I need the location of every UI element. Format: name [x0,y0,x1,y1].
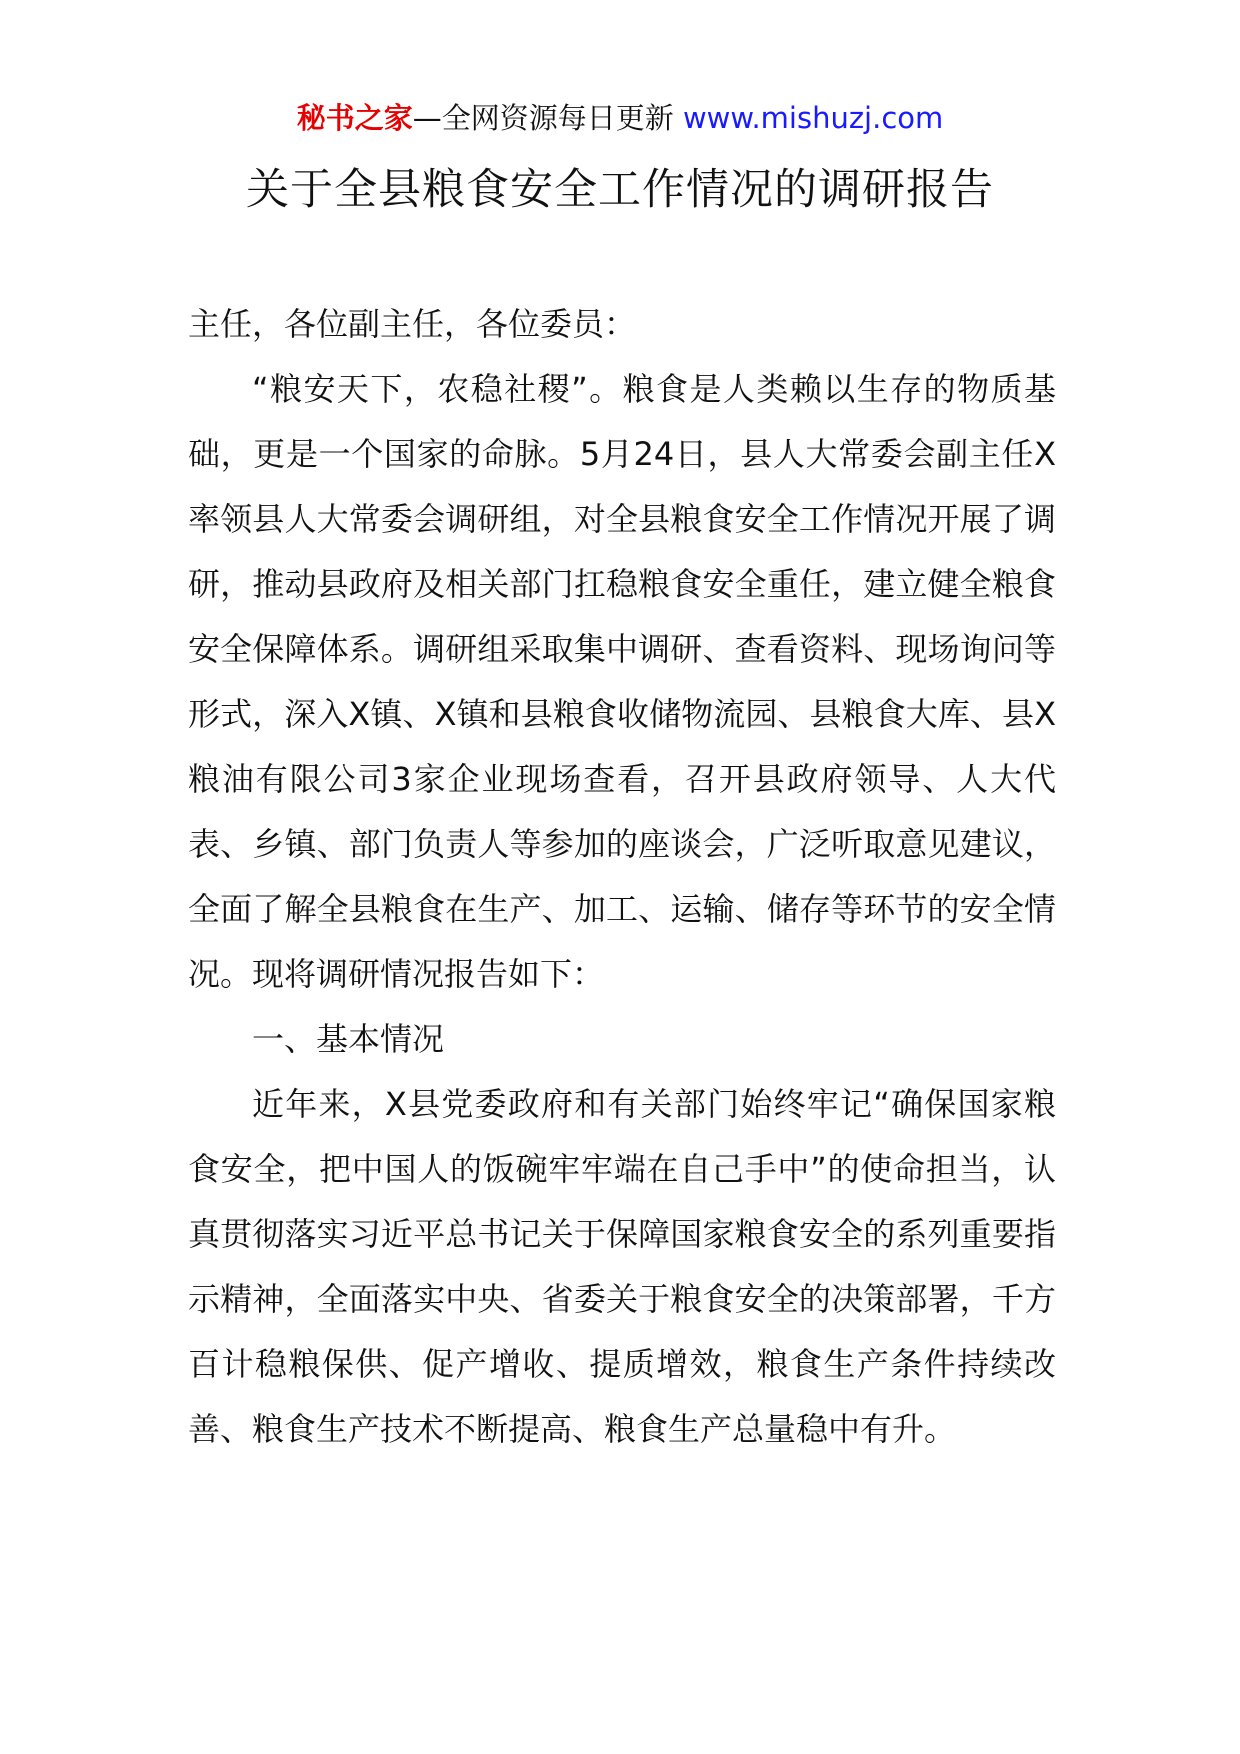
salutation: 主任，各位副主任，各位委员： [188,305,637,343]
site-header [0,98,1240,138]
document-body [188,292,1056,1462]
intro-paragraph: “粮安天下，农稳社稷”。粮食是人类赖以生存的物质基础，更是一个国家的命脉。5月24日，县人大常委会副主任X率领县人大常委会调研组，对全县粮食安全工作情况开展了调研，推动县政府及相关部门扛稳粮食安全重任，建立健全粮食安全保障体系。调研组采取集中调研、查看资料、现场询问等形式，深入X镇、X镇和县粮食收储物流园、县粮食大库、县X粮油有限公司3家企业现场查看，召开县政府领导、人大代表、乡镇、部门负责人等参加的座谈会，广泛听取意见建议，全面了解全县粮食在生产、加工、运输、储存等环节的安全情况。现将调研情况报告如下： [188,370,1056,993]
body-paragraph: 近年来，X县党委政府和有关部门始终牢记“确保国家粮食安全，把中国人的饭碗牢牢端在自己手中”的使命担当，认真贯彻落实习近平总书记关于保障国家粮食安全的系列重要指示精神，全面落实中央、省委关于粮食安全的决策部署，千方百计稳粮保供、促产增收、提质增效，粮食生产条件持续改善、粮食生产技术不断提高、粮食生产总量稳中有升。 [188,1085,1056,1448]
document-title: 关于全县粮食安全工作情况的调研报告 [246,165,994,215]
site-tagline: —全网资源每日更新 [412,101,674,135]
section-heading: 一、基本情况 [252,1020,445,1058]
brand-name: 秘书之家 [296,101,413,135]
site-url[interactable]: www.mishuzj.com [682,101,944,135]
